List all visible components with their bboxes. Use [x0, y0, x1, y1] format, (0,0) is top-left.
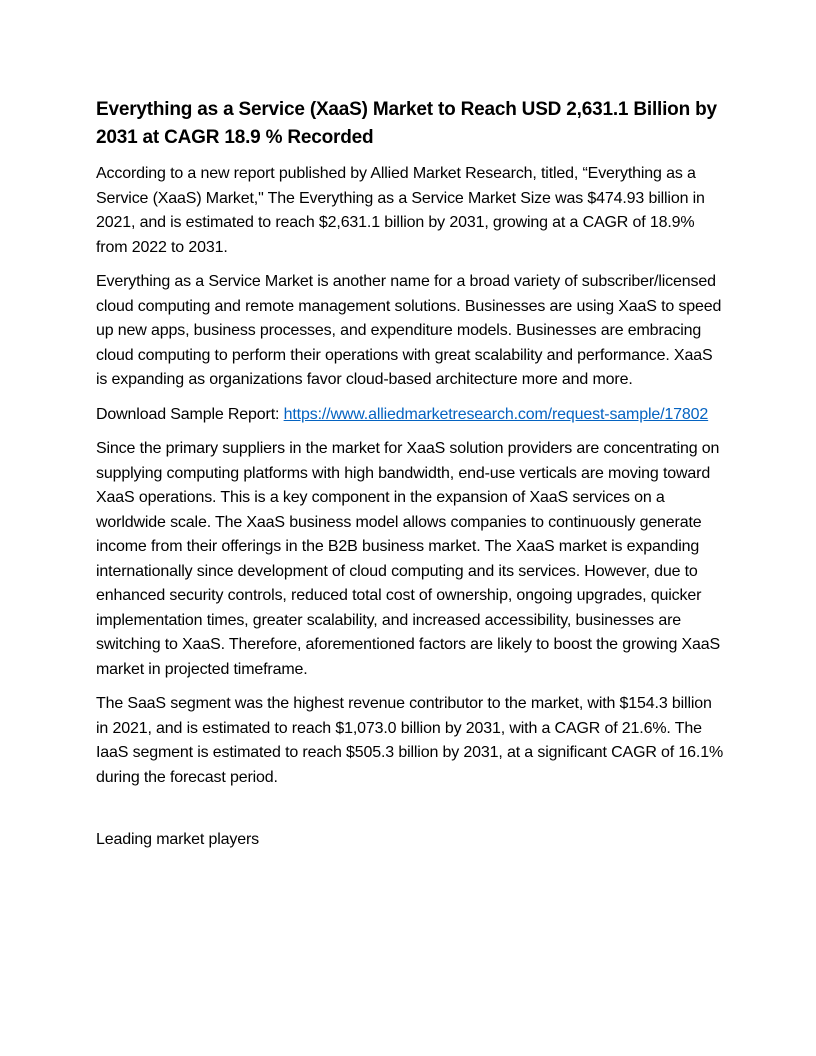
blank-line: [96, 800, 724, 828]
document-title: Everything as a Service (XaaS) Market to Reach USD 2,631.1 Billion by 2031 at CAGR 18.9 % Recorded: [96, 99, 717, 148]
definition-paragraph: Everything as a Service Market is another name for a broad variety of subscriber/licensed cloud computing and remote management solutions. Businesses are using XaaS to speed up new apps, business processes, and expenditure models. Businesses are embracing cloud computing to perform their operations with great scalability and performance. XaaS is expanding as organizations favor cloud-based architecture more and more.: [96, 273, 722, 388]
download-sample-label: Download Sample Report:: [96, 405, 284, 423]
document-body: [96, 96, 724, 863]
download-sample-link[interactable]: https://www.alliedmarketresearch.com/request-sample/17802: [283, 405, 709, 423]
intro-paragraph: According to a new report published by Allied Market Research, titled, “Everything as a Service (XaaS) Market," The Everything as a Service Market Size was $474.93 billion in 2021, and is estimated to reach $2,631.1 billion by 2031, growing at a CAGR of 18.9% from 2022 to 2031.: [96, 165, 705, 256]
drivers-paragraph: Since the primary suppliers in the market for XaaS solution providers are concentrating on supplying computing platforms with high bandwidth, end-use verticals are moving toward XaaS operations. This is a key component in the expansion of XaaS services on a worldwide scale. The XaaS business model allows companies to continuously generate income from their offerings in the B2B business market. The XaaS market is expanding internationally since development of cloud computing and its services. However, due to enhanced security controls, reduced total cost of ownership, ongoing upgrades, quicker implementation times, greater scalability, and increased accessibility, businesses are switching to XaaS. Therefore, aforementioned factors are likely to boost the growing XaaS market in projected timeframe.: [96, 440, 721, 678]
segments-paragraph: The SaaS segment was the highest revenue contributor to the market, with $154.3 billion in 2021, and is estimated to reach $1,073.0 billion by 2031, with a CAGR of 21.6%. The IaaS segment is estimated to reach $505.3 billion by 2031, at a significant CAGR of 16.1% during the forecast period.: [96, 695, 724, 786]
download-sample-paragraph: [96, 403, 724, 428]
leading-players-heading: Leading market players: [96, 831, 260, 848]
